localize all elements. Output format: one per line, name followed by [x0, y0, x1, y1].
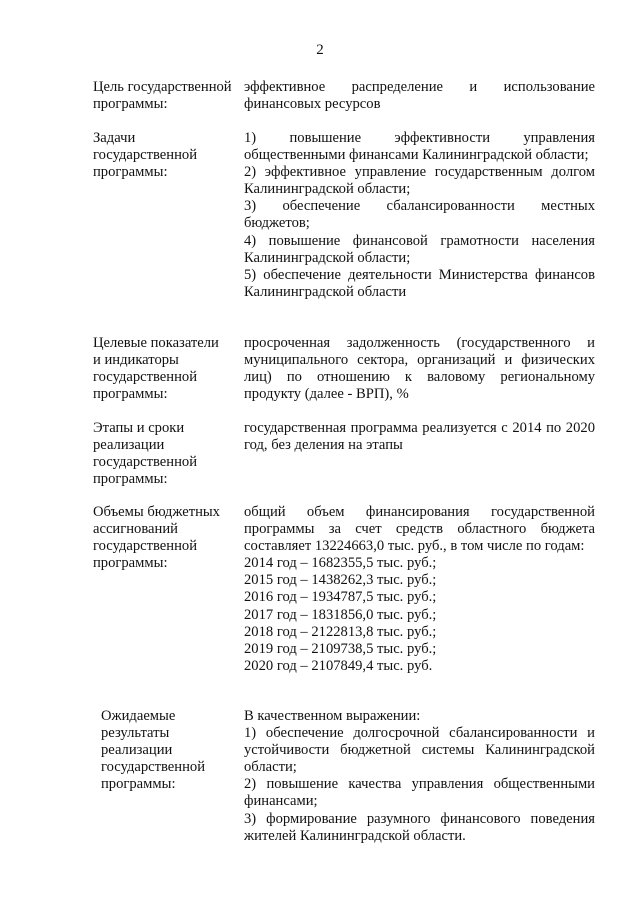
budget-year: 2016 год – 1934787,5 тыс. руб.;	[244, 589, 437, 606]
section-label	[93, 130, 241, 181]
section-content	[244, 420, 595, 454]
label-line: государственной	[93, 538, 198, 555]
budget-year: 2018 год – 2122813,8 тыс. руб.;	[244, 623, 437, 640]
section-label	[93, 79, 241, 113]
label-line: Ожидаемые	[101, 708, 176, 724]
result-item: 2) повышение качества управления общественными финансами;	[244, 776, 595, 810]
label-line: реализации	[93, 437, 165, 454]
label-line: государственной	[93, 147, 198, 164]
task-item: 5) обеспечение деятельности Министерства финансов Калининградской области	[244, 266, 595, 300]
section-label	[101, 708, 249, 793]
section-content	[244, 79, 595, 113]
label-line: программы:	[93, 555, 168, 572]
section-label	[93, 420, 241, 488]
label-line: программы:	[101, 776, 176, 793]
label-line: и индикаторы	[93, 352, 179, 369]
label-line: программы:	[93, 471, 168, 488]
stages-text: государственная программа реализуется с 2014 по 2020 год, без деления на этапы	[244, 420, 595, 454]
budget-year: 2017 год – 1831856,0 тыс. руб.;	[244, 606, 437, 623]
label-line: программы:	[93, 164, 168, 181]
budget-year: 2019 год – 2109738,5 тыс. руб.;	[244, 640, 437, 657]
page-number: 2	[316, 42, 324, 58]
label-line: программы:	[93, 96, 168, 113]
budget-year: 2020 год – 2107849,4 тыс. руб.	[244, 657, 433, 674]
result-item: 1) обеспечение долгосрочной сбалансированности и устойчивости бюджетной системы Калининградской области;	[244, 725, 595, 776]
section-content	[244, 708, 595, 845]
label-line: государственной	[93, 454, 198, 471]
label-line: программы:	[93, 386, 168, 403]
label-line: ассигнований	[93, 521, 178, 538]
label-line: Объемы бюджетных	[93, 504, 220, 520]
label-line: государственной	[101, 759, 206, 776]
budget-intro: общий объем финансирования государственной программы за счет средств областного бюджета составляет 13224663,0 тыс. руб., в том числе по годам:	[244, 504, 595, 555]
task-item: 3) обеспечение сбалансированности местных бюджетов;	[244, 198, 595, 232]
budget-year: 2015 год – 1438262,3 тыс. руб.;	[244, 572, 437, 589]
label-line: государственной	[93, 369, 198, 386]
result-item: 3) формирование разумного финансового поведения жителей Калининградской области.	[244, 810, 595, 844]
label-line: Цель государственной	[93, 79, 232, 95]
section-content	[244, 130, 595, 301]
section-label	[93, 335, 241, 403]
section-content	[244, 504, 595, 675]
goal-text: эффективное распределение и использование финансовых ресурсов	[244, 79, 595, 113]
budget-years-list	[244, 555, 595, 675]
label-line: реализации	[101, 742, 173, 759]
section-content	[244, 335, 595, 403]
label-line: Задачи	[93, 130, 136, 146]
task-item: 2) эффективное управление государственным долгом Калининградской области;	[244, 164, 595, 198]
section-label	[93, 504, 241, 572]
task-item: 1) повышение эффективности управления общественными финансами Калининградской области;	[244, 130, 595, 164]
label-line: результаты	[101, 725, 170, 742]
label-line: Этапы и сроки	[93, 420, 185, 436]
label-line: Целевые показатели	[93, 335, 219, 351]
indicators-text: просроченная задолженность (государственного и муниципального сектора, организаций и физических лиц) по отношению к валовому региональному продукту (далее - ВРП), %	[244, 335, 595, 403]
budget-year: 2014 год – 1682355,5 тыс. руб.;	[244, 555, 437, 572]
task-item: 4) повышение финансовой грамотности населения Калининградской области;	[244, 232, 595, 266]
results-heading: В качественном выражении:	[244, 708, 421, 724]
